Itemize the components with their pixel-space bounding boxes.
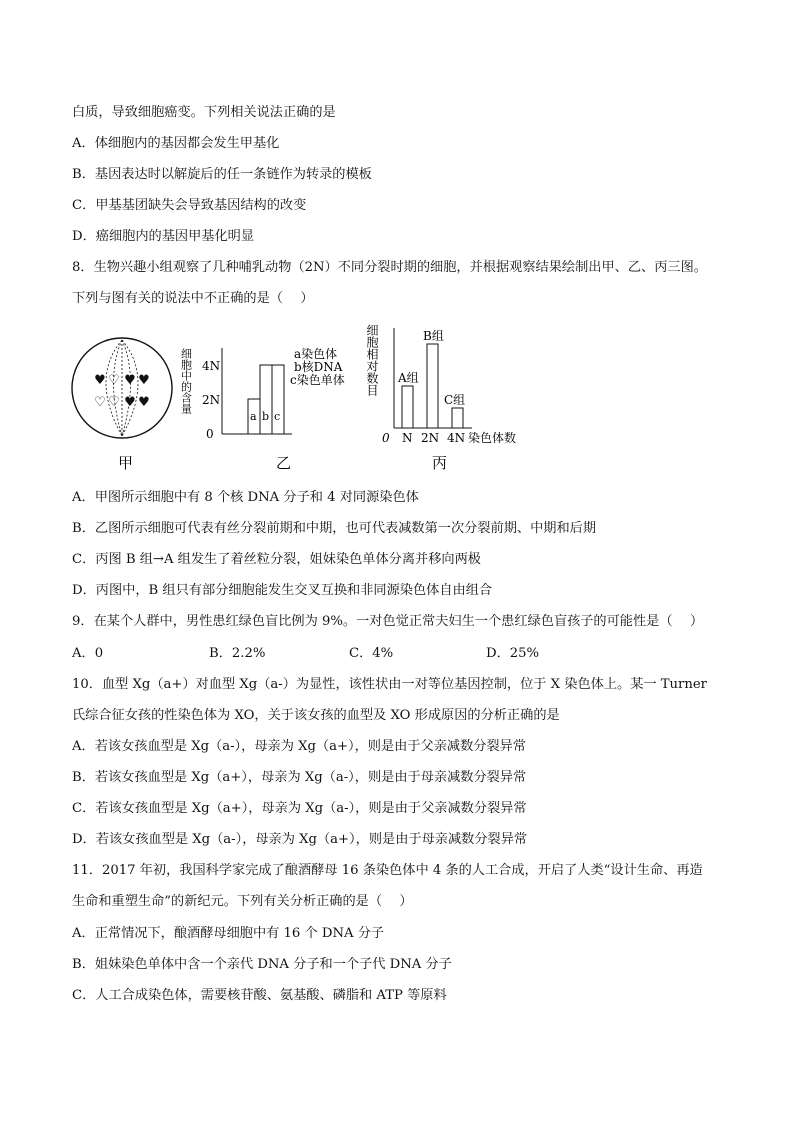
option-line: D．丙图中，B 组只有部分细胞能发生交叉互换和非同源染色体自由组合 — [72, 583, 493, 598]
option-line: C．若该女孩血型是 Xg（a+），母亲为 Xg（a-），则是由于父亲减数分裂异常 — [72, 801, 527, 816]
bing-bar-label-c: C组 — [444, 393, 466, 407]
yi-legend-c: c染色单体 — [290, 373, 345, 387]
yi-bar-letter-b: b — [262, 410, 270, 423]
question-9-options — [72, 645, 722, 663]
bing-xlabel: 染色体数 — [468, 431, 517, 445]
svg-text:♥: ♥ — [138, 373, 150, 388]
svg-text:♡: ♡ — [108, 373, 120, 388]
option-line: C．甲基基团缺失会导致基因结构的改变 — [72, 198, 307, 213]
option-line: C．人工合成染色体，需要核苷酸、氨基酸、磷脂和 ATP 等原料 — [72, 988, 447, 1003]
bing-bar-label-a: A组 — [398, 371, 419, 385]
bing-bar-c — [452, 408, 463, 428]
option-line: A．体细胞内的基因都会发生甲基化 — [72, 136, 280, 151]
option-line: B．乙图所示细胞可代表有丝分裂前期和中期，也可代表减数第一次分裂前期、中期和后期 — [72, 521, 596, 536]
option-c: C．4% — [349, 646, 394, 661]
option-line: B．若该女孩血型是 Xg（a+），母亲为 Xg（a-），则是由于母亲减数分裂异常 — [72, 770, 527, 785]
option-a: A．0 — [72, 646, 104, 661]
question-9-text: 9．在某个人群中，男性患红绿色盲比例为 9%。一对色觉正常夫妇生一个患红绿色盲孩子的可能性是（ ） — [72, 614, 704, 629]
figure-yi-chart — [180, 346, 345, 472]
svg-text:♥: ♥ — [124, 373, 136, 388]
bing-ylabel: 细胞相对数目 — [365, 324, 379, 396]
yi-legend-b: b核DNA — [294, 360, 343, 374]
question-8-text: 8．生物兴趣小组观察了几种哺乳动物（2N）不同分裂时期的细胞，并根据观察结果绘制出甲、乙、丙三图。 — [72, 260, 707, 275]
option-line: B．姐妹染色单体中含一个亲代 DNA 分子和一个子代 DNA 分子 — [72, 957, 452, 972]
figure-jia-label: 甲 — [118, 454, 134, 472]
figure-bing-label: 丙 — [432, 454, 448, 472]
yi-tick-2n: 2N — [202, 393, 221, 407]
option-d: D．25% — [486, 646, 540, 661]
bing-bar-a — [402, 386, 413, 428]
figure-q8 — [60, 318, 560, 478]
option-line: A．正常情况下，酿酒酵母细胞中有 16 个 DNA 分子 — [72, 926, 385, 941]
svg-text:♥: ♥ — [124, 395, 136, 410]
svg-text:♡: ♡ — [108, 395, 120, 410]
bing-xtick-2n: 2N — [421, 431, 440, 445]
text-line: 白质，导致细胞癌变。下列相关说法正确的是 — [72, 105, 336, 120]
bing-bar-b — [427, 344, 438, 428]
option-line: B．基因表达时以解旋后的任一条链作为转录的模板 — [72, 167, 372, 182]
question-11-text: 生命和重塑生命”的新纪元。下列有关分析正确的是（ ） — [72, 894, 413, 909]
option-line: D．癌细胞内的基因甲基化明显 — [72, 229, 255, 244]
svg-text:♥: ♥ — [94, 373, 106, 388]
option-b: B．2.2% — [209, 646, 266, 661]
bing-origin: 0 — [382, 431, 390, 445]
yi-tick-0: 0 — [206, 427, 214, 441]
yi-tick-4n: 4N — [202, 359, 221, 373]
yi-bar-b — [260, 365, 272, 434]
question-10-text: 10．血型 Xg（a+）对血型 Xg（a-）为显性，该性状由一对等位基因控制，位于 X 染色体上。某一 Turner — [72, 677, 707, 692]
question-11-text: 11．2017 年初，我国科学家完成了酿酒酵母 16 条染色体中 4 条的人工合成，开启了人类“设计生命、再造 — [72, 863, 703, 878]
yi-legend-a: a染色体 — [294, 347, 338, 361]
option-line: A．若该女孩血型是 Xg（a-），母亲为 Xg（a+），则是由于父亲减数分裂异常 — [72, 739, 527, 754]
bing-xtick-n: N — [402, 431, 413, 445]
figure-bing-chart — [365, 324, 516, 472]
question-10-text: 氏综合征女孩的性染色体为 XO，关于该女孩的血型及 XO 形成原因的分析正确的是 — [72, 708, 560, 723]
question-8-text: 下列与图有关的说法中不正确的是（ ） — [72, 291, 314, 306]
yi-bar-letter-c: c — [274, 410, 281, 423]
figure-jia-cell — [72, 338, 172, 472]
option-line: C．丙图 B 组→A 组发生了着丝粒分裂，姐妹染色单体分离并移向两极 — [72, 552, 481, 567]
bing-xtick-4n: 4N — [447, 431, 466, 445]
svg-text:♡: ♡ — [94, 395, 106, 410]
yi-ylabel: 细胞中的含量 — [179, 348, 193, 414]
option-line: A．甲图所示细胞中有 8 个核 DNA 分子和 4 对同源染色体 — [72, 490, 419, 505]
figure-yi-label: 乙 — [276, 454, 292, 472]
yi-bar-letter-a: a — [250, 410, 257, 423]
yi-bar-c — [272, 365, 284, 434]
bing-bar-label-b: B组 — [423, 329, 444, 343]
svg-text:♥: ♥ — [138, 395, 150, 410]
option-line: D．若该女孩血型是 Xg（a-），母亲为 Xg（a+），则是由于母亲减数分裂异常 — [72, 832, 528, 847]
